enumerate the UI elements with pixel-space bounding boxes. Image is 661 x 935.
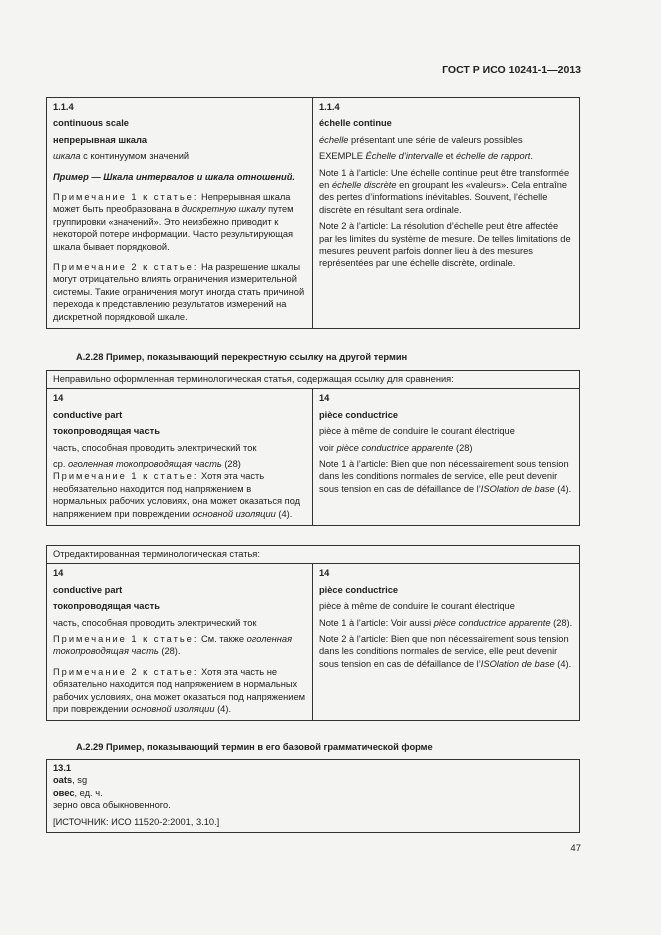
term-entry-table-3	[46, 545, 580, 721]
example: EXEMPLE Échelle d’intervalle et échelle de rapport.	[319, 151, 533, 162]
term-english: oats, sg	[53, 775, 88, 786]
note-2: Note 2 à l’article: Bien que non nécessairement sous tension dans les conditions normales de service, elle peut devenir sous tension en cas de défaillance de l’ISOlation de base (4).	[319, 634, 572, 669]
example-title: Пример — Шкала интервалов и шкала отношений.	[53, 171, 295, 182]
section-heading-a228: А.2.28 Пример, показывающий перекрестную ссылку на другой термин	[76, 352, 408, 362]
note-1: Примечание 1 к статье: Хотя эта часть необязательно находится под напряжением в нормальных рабочих условиях, она может оказаться под напряжением при повреждении основной изоляции (4).	[53, 471, 301, 519]
russian-column	[47, 389, 313, 525]
french-column	[313, 389, 579, 525]
term-number: 14	[319, 568, 330, 579]
term-number: 1.1.4	[53, 102, 74, 112]
note-2: Note 2 à l’article: La résolution d’échelle peut être affectée par les limites du système de mesure. De telles limitations de mesures peuvent parfois donner lieu à des mesures représentées par une échelle discrète, ordinale.	[319, 221, 571, 269]
term-number: 13.1	[53, 763, 72, 773]
term-definition: зерно овса обыкновенного.	[53, 800, 171, 811]
term-entry-table-4	[46, 759, 580, 833]
term-russian: непрерывная шкала	[53, 134, 148, 145]
cross-reference: voir pièce conductrice apparente (28)	[319, 442, 473, 453]
note-1: Примечание 1 к статье: Непрерывная шкала может быть преобразована в дискретную шкалу путем группировки «значений». Это неизбежно приводит к некоторой потере информации. Часто результирующая шкала бывает порядковой.	[53, 192, 294, 252]
document-header: ГОСТ Р ИСО 10241-1—2013	[442, 64, 581, 76]
term-definition: часть, способная проводить электрический ток	[53, 617, 257, 628]
source-reference: [ИСТОЧНИК: ИСО 11520-2:2001, 3.10.]	[53, 816, 220, 827]
french-column	[313, 98, 579, 328]
table-intro: Отредактированная терминологическая статья:	[47, 546, 579, 564]
french-column	[313, 564, 579, 720]
russian-column	[47, 98, 313, 328]
note-2: Примечание 2 к статье: Хотя эта часть не обязательно находится под напряжением в нормальных рабочих условиях, она может оказаться под напряжением при повреждении основной изоляции (4).	[53, 666, 306, 715]
term-french: échelle continue	[319, 118, 392, 129]
term-definition: шкала с континуумом значений	[53, 151, 190, 162]
note-1: Note 1 à l’article: Bien que non nécessairement sous tension dans les conditions normales de service, elle peut devenir sous tension en cas de défaillance de l’ISOlation de base (4).	[319, 459, 572, 494]
term-definition: часть, способная проводить электрический ток	[53, 442, 257, 453]
table-intro: Неправильно оформленная терминологическая статья, содержащая ссылку для сравнения:	[47, 371, 579, 389]
term-definition: pièce à même de conduire le courant électrique	[319, 601, 515, 612]
section-heading-a229: А.2.29 Пример, показывающий термин в его базовой грамматической форме	[76, 742, 433, 752]
note-1: Note 1 à l’article: Voir aussi pièce conductrice apparente (28).	[319, 617, 573, 628]
term-definition: échelle présentant une série de valeurs possibles	[319, 134, 523, 145]
term-french: pièce conductrice	[319, 584, 399, 595]
term-russian: токопроводящая часть	[53, 426, 160, 437]
term-entry-table-1	[46, 97, 580, 329]
term-entry-table-2	[46, 370, 580, 526]
note-1: Note 1 à l’article: Une échelle continue peut être transformée en échelle discrète en groupant les «valeurs». Cela entraîne des pertes d’informations inévitables. Souvent, l’échelle discrète en résultant sera ordinale.	[319, 167, 570, 215]
term-number: 14	[53, 393, 64, 404]
term-russian: овес, ед. ч.	[53, 787, 103, 798]
cross-reference: ср. оголенная токопроводящая часть (28)	[53, 459, 241, 470]
term-english: continuous scale	[53, 118, 129, 129]
russian-column	[47, 564, 313, 720]
note-2: Примечание 2 к статье: На разрешение шкалы могут отрицательно влиять ограничения измерительной системы. Такие ограничения могут иногда стать причиной перехода к представлению результатов измерений на дискретной порядковой шкале.	[53, 262, 305, 322]
term-definition: pièce à même de conduire le courant électrique	[319, 426, 515, 437]
term-french: pièce conductrice	[319, 409, 399, 420]
page-number: 47	[570, 843, 581, 854]
term-russian: токопроводящая часть	[53, 601, 160, 612]
term-english: conductive part	[53, 584, 123, 595]
note-1: Примечание 1 к статье: См. также оголенная токопроводящая часть (28).	[53, 634, 293, 657]
term-number: 1.1.4	[319, 102, 340, 112]
term-number: 14	[319, 393, 330, 404]
term-number: 14	[53, 568, 64, 579]
term-english: conductive part	[53, 409, 123, 420]
